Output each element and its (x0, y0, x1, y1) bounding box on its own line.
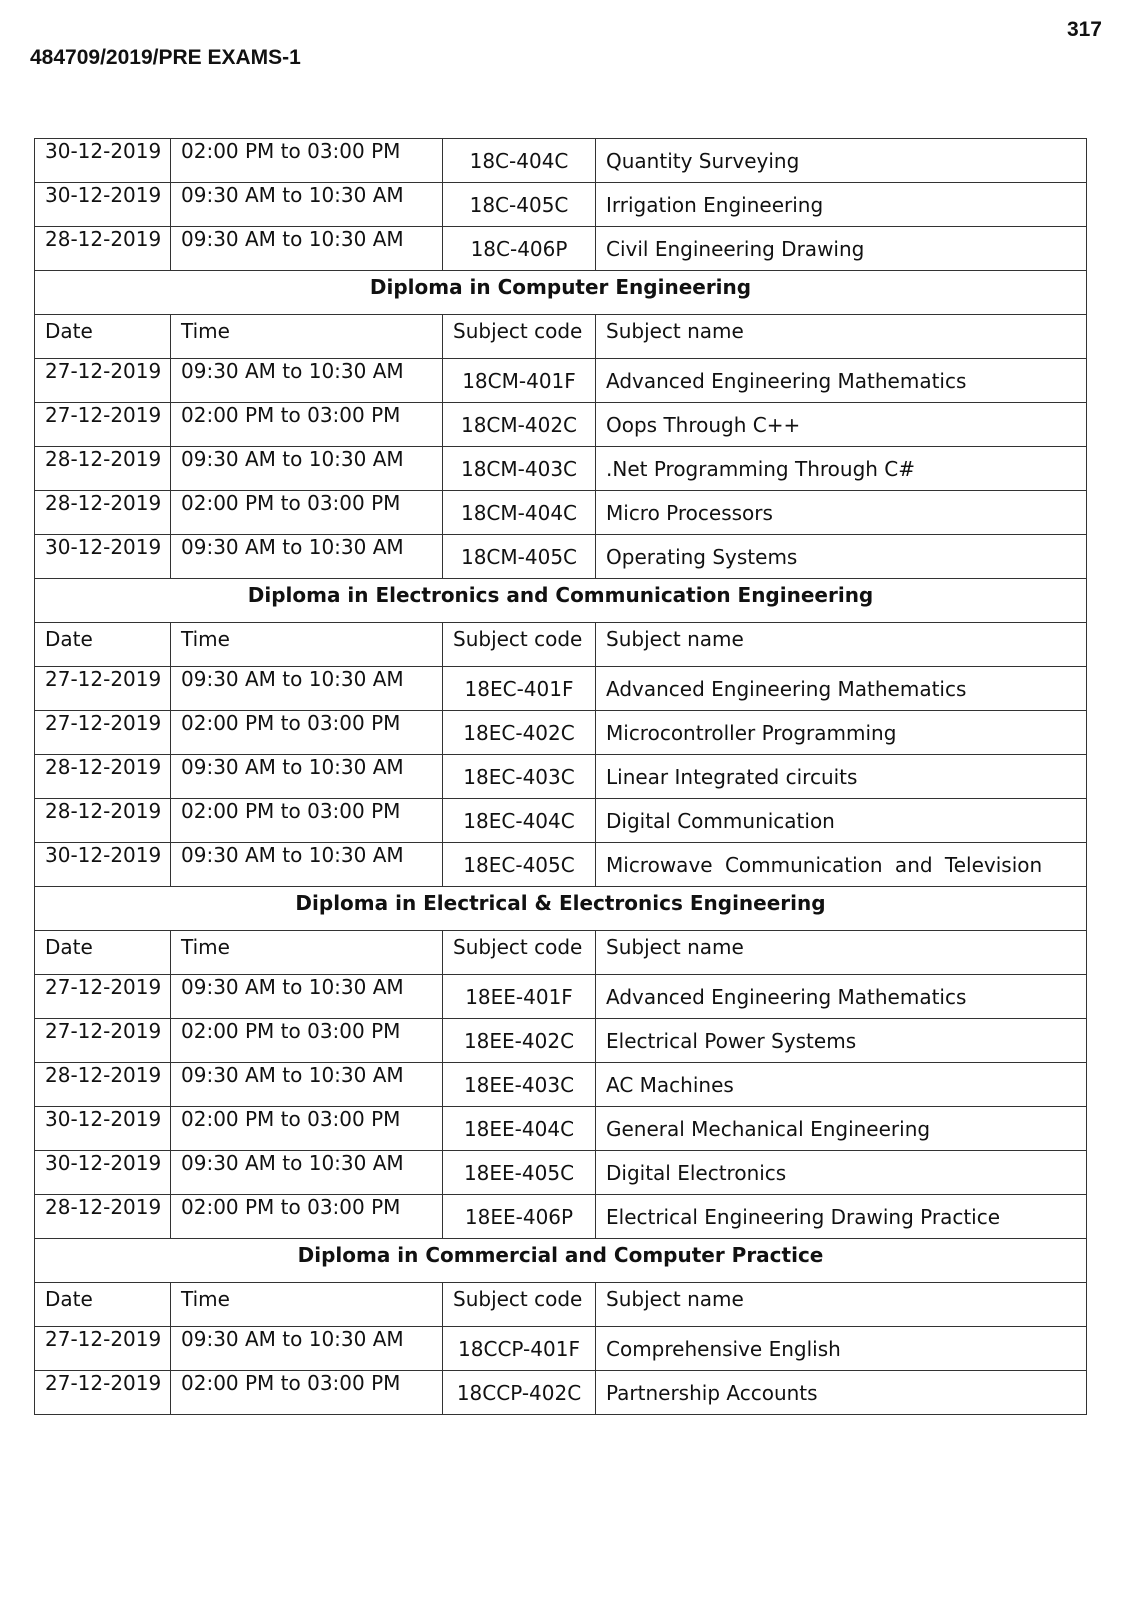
date-header: Date (35, 315, 171, 359)
subject-code-cell: 18EC-401F (443, 667, 596, 711)
time-cell: 09:30 AM to 10:30 AM (171, 1151, 443, 1195)
section-heading-row (35, 887, 1087, 931)
document-reference: 484709/2019/PRE EXAMS-1 (30, 46, 301, 69)
table-row (35, 799, 1087, 843)
table-row (35, 975, 1087, 1019)
page-number: 317 (1066, 18, 1102, 41)
exam-schedule-table (34, 138, 1087, 1415)
subject-name-cell: Advanced Engineering Mathematics (596, 667, 1087, 711)
date-header: Date (35, 931, 171, 975)
date-cell: 28-12-2019 (35, 755, 171, 799)
date-cell: 27-12-2019 (35, 1019, 171, 1063)
subject-code-cell: 18EE-406P (443, 1195, 596, 1239)
table-row (35, 1107, 1087, 1151)
column-header-row (35, 623, 1087, 667)
table-row (35, 359, 1087, 403)
subject-name-header: Subject name (596, 931, 1087, 975)
subject-code-cell: 18CM-404C (443, 491, 596, 535)
subject-code-cell: 18CCP-402C (443, 1371, 596, 1415)
section-title: Diploma in Electrical & Electronics Engineering (35, 887, 1087, 931)
subject-name-cell: AC Machines (596, 1063, 1087, 1107)
subject-name-cell: Partnership Accounts (596, 1371, 1087, 1415)
subject-name-cell: Comprehensive English (596, 1327, 1087, 1371)
subject-name-cell: Microcontroller Programming (596, 711, 1087, 755)
subject-code-cell: 18CM-402C (443, 403, 596, 447)
subject-code-cell: 18EE-401F (443, 975, 596, 1019)
time-cell: 09:30 AM to 10:30 AM (171, 359, 443, 403)
time-cell: 02:00 PM to 03:00 PM (171, 1371, 443, 1415)
column-header-row (35, 1283, 1087, 1327)
subject-code-cell: 18EC-405C (443, 843, 596, 887)
subject-name-header: Subject name (596, 315, 1087, 359)
table-row (35, 535, 1087, 579)
subject-code-header: Subject code (443, 623, 596, 667)
date-cell: 30-12-2019 (35, 1151, 171, 1195)
time-cell: 09:30 AM to 10:30 AM (171, 447, 443, 491)
date-cell: 30-12-2019 (35, 843, 171, 887)
date-cell: 27-12-2019 (35, 975, 171, 1019)
date-cell: 27-12-2019 (35, 1371, 171, 1415)
time-cell: 09:30 AM to 10:30 AM (171, 975, 443, 1019)
time-cell: 09:30 AM to 10:30 AM (171, 667, 443, 711)
subject-code-header: Subject code (443, 1283, 596, 1327)
section-heading-row (35, 579, 1087, 623)
time-cell: 02:00 PM to 03:00 PM (171, 1195, 443, 1239)
time-cell: 02:00 PM to 03:00 PM (171, 491, 443, 535)
time-header: Time (171, 315, 443, 359)
subject-code-cell: 18C-405C (443, 183, 596, 227)
table-row (35, 843, 1087, 887)
table-row (35, 1019, 1087, 1063)
section-title: Diploma in Electronics and Communication Engineering (35, 579, 1087, 623)
subject-code-cell: 18EE-402C (443, 1019, 596, 1063)
subject-name-header: Subject name (596, 1283, 1087, 1327)
date-cell: 28-12-2019 (35, 1063, 171, 1107)
subject-name-cell: Digital Communication (596, 799, 1087, 843)
date-cell: 28-12-2019 (35, 491, 171, 535)
subject-code-cell: 18EC-403C (443, 755, 596, 799)
subject-code-cell: 18EE-403C (443, 1063, 596, 1107)
subject-code-cell: 18C-404C (443, 139, 596, 183)
subject-code-cell: 18CCP-401F (443, 1327, 596, 1371)
date-cell: 30-12-2019 (35, 183, 171, 227)
time-header: Time (171, 931, 443, 975)
date-cell: 28-12-2019 (35, 447, 171, 491)
table-row (35, 403, 1087, 447)
time-cell: 09:30 AM to 10:30 AM (171, 1327, 443, 1371)
subject-name-cell: Electrical Power Systems (596, 1019, 1087, 1063)
table-row (35, 447, 1087, 491)
time-cell: 09:30 AM to 10:30 AM (171, 183, 443, 227)
table-row (35, 667, 1087, 711)
table-row (35, 1327, 1087, 1371)
section-heading-row (35, 271, 1087, 315)
subject-code-cell: 18EC-402C (443, 711, 596, 755)
table-row (35, 755, 1087, 799)
subject-name-cell: Electrical Engineering Drawing Practice (596, 1195, 1087, 1239)
table-row (35, 139, 1087, 183)
subject-code-header: Subject code (443, 931, 596, 975)
table-row (35, 183, 1087, 227)
date-cell: 28-12-2019 (35, 227, 171, 271)
subject-code-cell: 18EC-404C (443, 799, 596, 843)
section-title: Diploma in Computer Engineering (35, 271, 1087, 315)
subject-name-cell: Irrigation Engineering (596, 183, 1087, 227)
time-cell: 02:00 PM to 03:00 PM (171, 403, 443, 447)
subject-name-cell: Advanced Engineering Mathematics (596, 359, 1087, 403)
table-row (35, 1195, 1087, 1239)
subject-code-cell: 18EE-405C (443, 1151, 596, 1195)
date-cell: 27-12-2019 (35, 667, 171, 711)
time-cell: 09:30 AM to 10:30 AM (171, 843, 443, 887)
section-heading-row (35, 1239, 1087, 1283)
date-cell: 30-12-2019 (35, 139, 171, 183)
date-cell: 30-12-2019 (35, 1107, 171, 1151)
subject-name-cell: Microwave Communication and Television (596, 843, 1087, 887)
subject-name-cell: Linear Integrated circuits (596, 755, 1087, 799)
table-row (35, 1063, 1087, 1107)
subject-code-cell: 18CM-403C (443, 447, 596, 491)
table-row (35, 711, 1087, 755)
subject-name-cell: .Net Programming Through C# (596, 447, 1087, 491)
column-header-row (35, 315, 1087, 359)
time-header: Time (171, 1283, 443, 1327)
time-header: Time (171, 623, 443, 667)
subject-code-header: Subject code (443, 315, 596, 359)
date-cell: 27-12-2019 (35, 359, 171, 403)
subject-name-cell: Digital Electronics (596, 1151, 1087, 1195)
date-cell: 28-12-2019 (35, 799, 171, 843)
time-cell: 02:00 PM to 03:00 PM (171, 1019, 443, 1063)
time-cell: 09:30 AM to 10:30 AM (171, 1063, 443, 1107)
date-cell: 27-12-2019 (35, 711, 171, 755)
column-header-row (35, 931, 1087, 975)
date-header: Date (35, 623, 171, 667)
date-header: Date (35, 1283, 171, 1327)
subject-name-cell: Quantity Surveying (596, 139, 1087, 183)
date-cell: 30-12-2019 (35, 535, 171, 579)
subject-name-cell: Civil Engineering Drawing (596, 227, 1087, 271)
subject-code-cell: 18CM-405C (443, 535, 596, 579)
subject-name-cell: Operating Systems (596, 535, 1087, 579)
subject-code-cell: 18CM-401F (443, 359, 596, 403)
table-row (35, 491, 1087, 535)
time-cell: 02:00 PM to 03:00 PM (171, 711, 443, 755)
time-cell: 09:30 AM to 10:30 AM (171, 535, 443, 579)
table-row (35, 1371, 1087, 1415)
table-row (35, 227, 1087, 271)
time-cell: 09:30 AM to 10:30 AM (171, 227, 443, 271)
subject-name-cell: Oops Through C++ (596, 403, 1087, 447)
section-title: Diploma in Commercial and Computer Practice (35, 1239, 1087, 1283)
date-cell: 28-12-2019 (35, 1195, 171, 1239)
subject-name-header: Subject name (596, 623, 1087, 667)
date-cell: 27-12-2019 (35, 403, 171, 447)
subject-code-cell: 18C-406P (443, 227, 596, 271)
table-row (35, 1151, 1087, 1195)
time-cell: 02:00 PM to 03:00 PM (171, 139, 443, 183)
subject-name-cell: Advanced Engineering Mathematics (596, 975, 1087, 1019)
subject-name-cell: Micro Processors (596, 491, 1087, 535)
subject-code-cell: 18EE-404C (443, 1107, 596, 1151)
time-cell: 02:00 PM to 03:00 PM (171, 1107, 443, 1151)
subject-name-cell: General Mechanical Engineering (596, 1107, 1087, 1151)
time-cell: 09:30 AM to 10:30 AM (171, 755, 443, 799)
date-cell: 27-12-2019 (35, 1327, 171, 1371)
time-cell: 02:00 PM to 03:00 PM (171, 799, 443, 843)
